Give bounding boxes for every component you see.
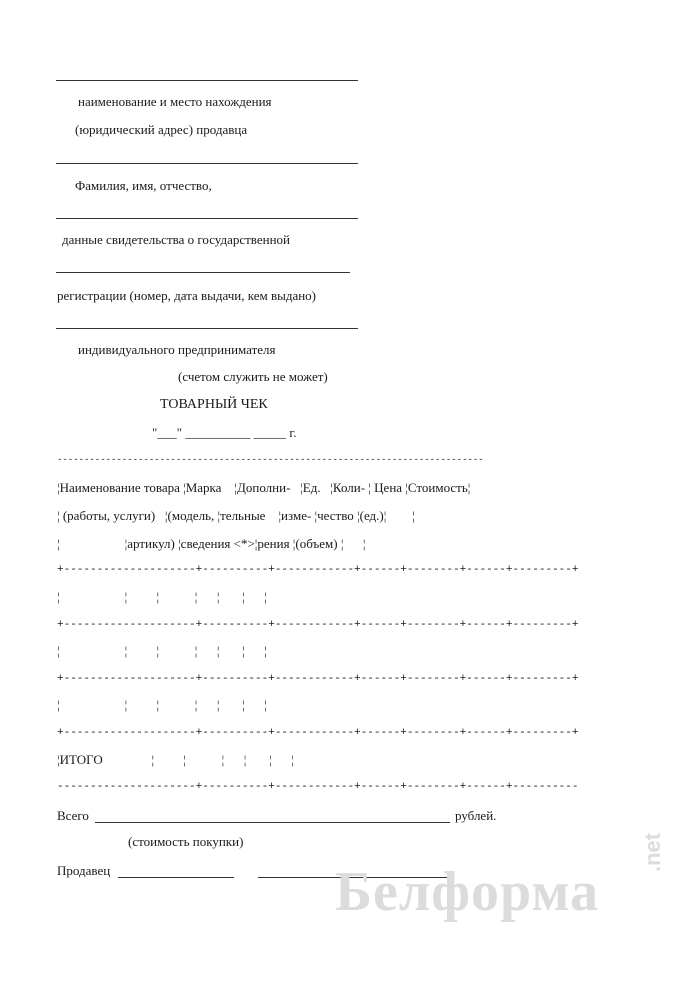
cert-line-1 — [56, 218, 358, 219]
table-header-row-2: ¦ (работы, услуги) ¦(модель, ¦тельные ¦изме- ¦чество ¦(ед.)¦ ¦ — [57, 508, 415, 523]
seller-signature-label: Продавец — [57, 863, 111, 878]
cert-caption-2: регистрации (номер, дата выдачи, кем выдано) — [57, 288, 317, 303]
table-bottom-line: ---------------------+----------+------------+------+--------+------+---------- — [57, 781, 579, 793]
fio-line — [56, 163, 358, 164]
table-row-3: ¦ ¦ ¦ ¦ ¦ ¦ ¦ — [57, 697, 297, 712]
receipt-title: ТОВАРНЫЙ ЧЕК — [160, 397, 268, 412]
seller-name-line — [56, 80, 358, 81]
table-header-row-1: ¦Наименование товара ¦Марка ¦Дополни- ¦Ед. ¦Коли- ¦ Цена ¦Стоимость¦ — [57, 480, 471, 495]
receipt-date-line: "___" __________ _____ г. — [152, 425, 297, 440]
total-currency: рублей. — [455, 808, 497, 823]
cert-caption-1: данные свидетельства о государственной — [62, 232, 291, 247]
seller-signature-line — [118, 877, 234, 878]
table-separator-3: +--------------------+----------+------------+------+--------+------+---------+ — [57, 673, 579, 685]
total-amount-line — [95, 822, 450, 823]
table-separator-4: +--------------------+----------+------------+------+--------+------+---------+ — [57, 727, 579, 739]
fio-caption: Фамилия, имя, отчество, — [75, 178, 212, 193]
cert-line-2 — [56, 272, 350, 273]
watermark-logo: Белформа — [335, 861, 600, 923]
entrepreneur-caption: индивидуального предпринимателя — [78, 342, 276, 357]
table-top-line: ------------------------------------------------------------------------------- — [57, 455, 484, 465]
invoice-note: (счетом служить не может) — [178, 369, 328, 384]
total-caption: (стоимость покупки) — [128, 834, 244, 849]
seller-name-caption-2: (юридический адрес) продавца — [75, 122, 248, 137]
total-label: Всего — [57, 808, 89, 823]
entrepreneur-line — [56, 328, 358, 329]
table-row-2: ¦ ¦ ¦ ¦ ¦ ¦ ¦ — [57, 643, 297, 658]
seller-name-caption-1: наименование и место нахождения — [78, 94, 272, 109]
watermark-tld: .net — [640, 832, 665, 872]
table-separator-1: +--------------------+----------+------------+------+--------+------+---------+ — [57, 564, 579, 576]
table-header-row-3: ¦ ¦артикул) ¦сведения <*>¦рения ¦(объем) ¦ ¦ — [57, 536, 392, 551]
table-total-row: ¦ИТОГО ¦ ¦ ¦ ¦ ¦ ¦ — [57, 752, 324, 767]
table-row-1: ¦ ¦ ¦ ¦ ¦ ¦ ¦ — [57, 589, 297, 604]
table-separator-2: +--------------------+----------+------------+------+--------+------+---------+ — [57, 619, 579, 631]
